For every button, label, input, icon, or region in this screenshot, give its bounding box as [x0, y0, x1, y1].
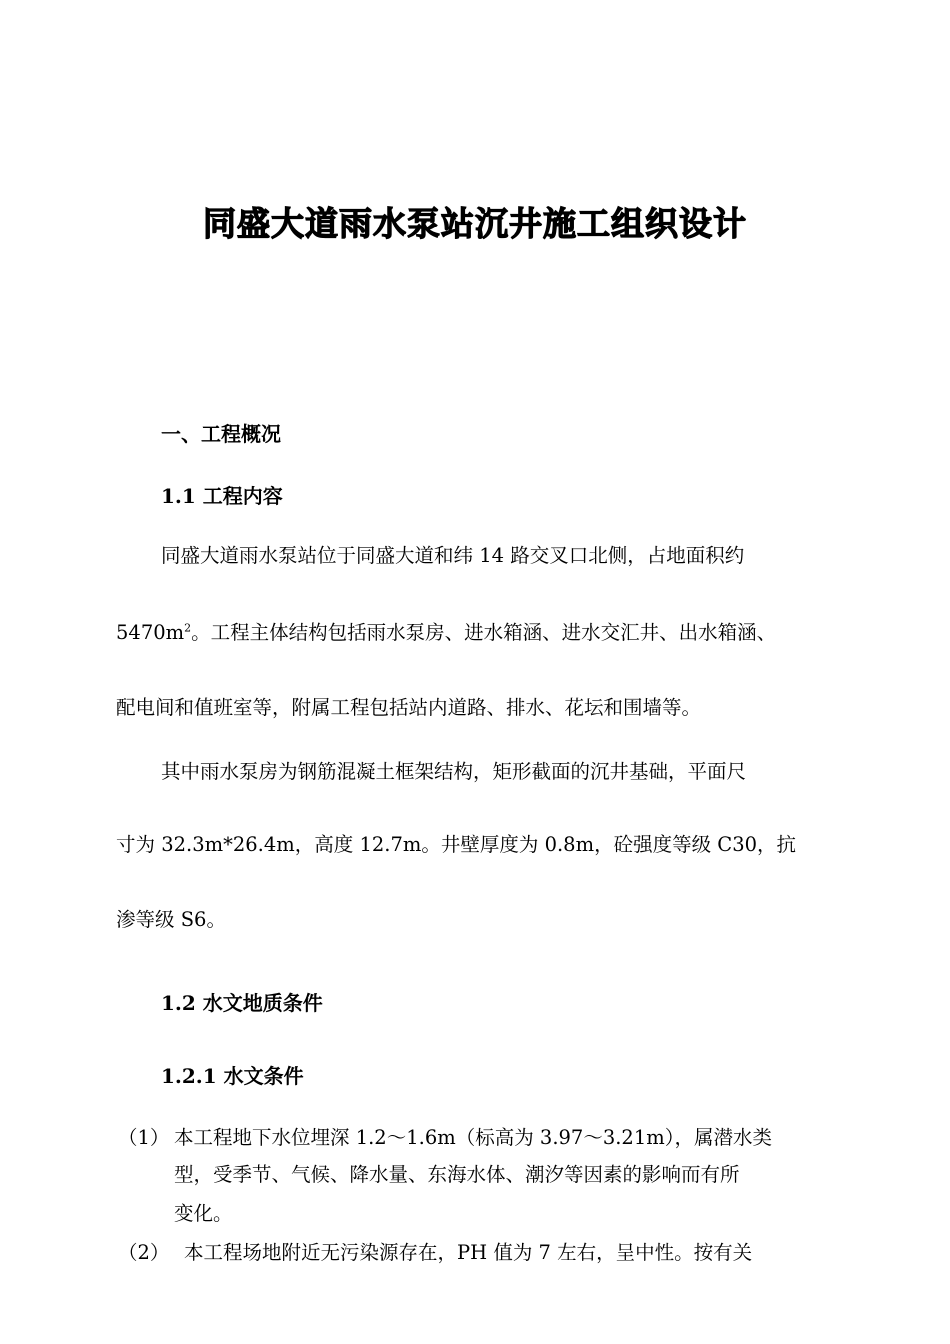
- paragraph1-line2-text: 。工程主体结构包括雨水泵房、进水箱涵、进水交汇井、出水箱涵、: [191, 621, 777, 644]
- area-value: 5470m: [116, 621, 185, 644]
- subsection-heading-hydrogeology: 1.2 水文地质条件: [161, 991, 323, 1015]
- document-title: 同盛大道雨水泵站沉井施工组织设计: [203, 204, 747, 243]
- list-item-2-marker: （2）: [118, 1241, 170, 1264]
- list-item-1-line2: 型，受季节、气候、降水量、东海水体、潮汐等因素的影响而有所: [174, 1163, 740, 1186]
- paragraph2-line2: 寸为 32.3m*26.4m，高度 12.7m。井壁厚度为 0.8m，砼强度等级 C30，抗: [116, 833, 797, 856]
- paragraph2-line1: 其中雨水泵房为钢筋混凝土框架结构，矩形截面的沉井基础，平面尺: [161, 760, 747, 783]
- area-superscript: 2: [184, 621, 192, 635]
- subsection-heading-hydrology: 1.2.1 水文条件: [161, 1064, 304, 1088]
- list-item-1-line1: 本工程地下水位埋深 1.2～1.6m（标高为 3.97～3.21m），属潜水类: [174, 1126, 772, 1149]
- paragraph1-line1: 同盛大道雨水泵站位于同盛大道和纬 14 路交叉口北侧，占地面积约: [161, 544, 745, 567]
- list-item-1-line3: 变化。: [174, 1202, 233, 1225]
- subsection-heading-project-content: 1.1 工程内容: [161, 484, 283, 508]
- paragraph1-line2: [116, 617, 776, 645]
- section-heading-overview: 一、工程概况: [161, 422, 281, 446]
- paragraph2-line3: 渗等级 S6。: [116, 908, 226, 931]
- list-item-1-marker: （1）: [118, 1126, 170, 1149]
- paragraph1-line3: 配电间和值班室等，附属工程包括站内道路、排水、花坛和围墙等。: [116, 696, 702, 719]
- list-item-2-line1: 本工程场地附近无污染源存在，PH 值为 7 左右，呈中性。按有关: [184, 1241, 753, 1264]
